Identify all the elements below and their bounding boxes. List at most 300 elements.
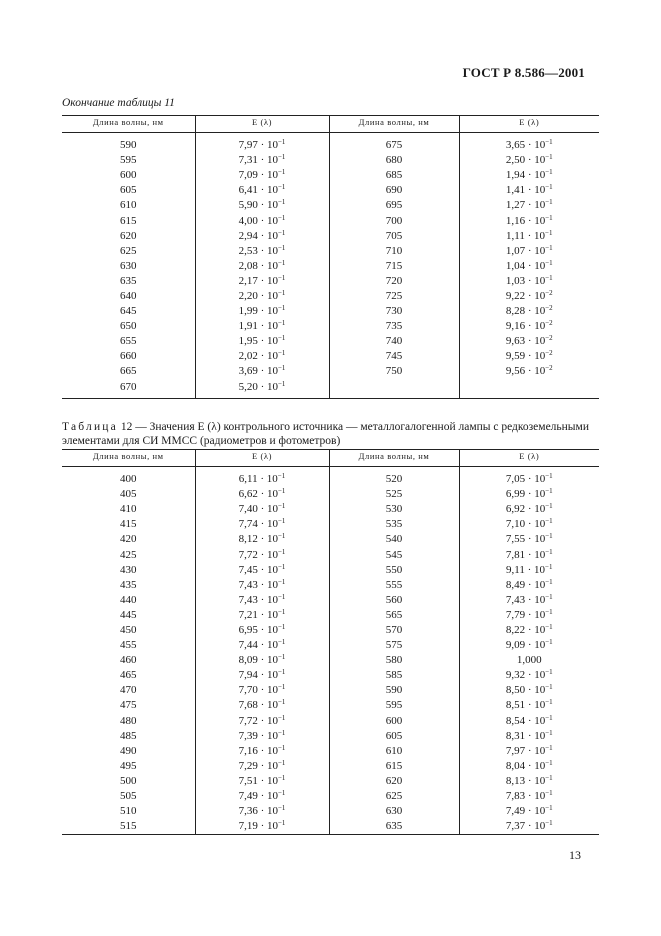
e-lambda-cell	[195, 714, 329, 729]
e-lambda-cell	[195, 349, 329, 364]
table-row	[62, 608, 599, 623]
wavelength-cell-value: 445	[120, 608, 137, 621]
e-lambda-cell	[459, 623, 599, 638]
table-row	[62, 467, 599, 488]
e-lambda-cell	[459, 229, 599, 244]
exponent: −1	[277, 517, 286, 526]
exponent: −1	[277, 472, 286, 481]
wavelength-cell-value: 735	[385, 320, 403, 333]
e-lambda-cell-value: 7,83 · 10	[505, 790, 546, 803]
e-lambda-cell-value: 9,16 · 10	[505, 320, 546, 333]
e-lambda-cell	[459, 364, 599, 379]
exponent: −1	[545, 743, 553, 752]
wavelength-cell	[62, 517, 195, 532]
column-header-e-lambda: E (λ)	[195, 116, 329, 133]
exponent: −1	[545, 698, 553, 707]
wavelength-cell-value: 730	[385, 305, 403, 318]
wavelength-cell	[329, 578, 459, 593]
exponent: −1	[277, 743, 286, 752]
table-row	[62, 502, 599, 517]
e-lambda-cell	[195, 668, 329, 683]
wavelength-cell	[329, 593, 459, 608]
e-lambda-cell-value: 2,17 · 10	[238, 274, 278, 287]
exponent: −1	[545, 607, 553, 616]
wavelength-cell-value: 480	[120, 714, 137, 727]
e-lambda-cell	[459, 653, 599, 668]
e-lambda-cell	[459, 698, 599, 713]
e-lambda-cell	[195, 467, 329, 488]
wavelength-cell-value: 530	[385, 503, 403, 516]
e-lambda-cell	[195, 364, 329, 379]
exponent: −1	[277, 502, 286, 511]
e-lambda-cell	[459, 819, 599, 835]
wavelength-cell	[329, 744, 459, 759]
wavelength-cell	[62, 578, 195, 593]
wavelength-cell-value: 750	[385, 365, 403, 378]
exponent: −1	[545, 153, 553, 162]
wavelength-cell-value: 630	[385, 805, 403, 818]
table-row	[62, 364, 599, 379]
table-row	[62, 487, 599, 502]
wavelength-cell	[62, 334, 195, 349]
wavelength-cell-value: 745	[385, 350, 403, 363]
wavelength-cell-value: 570	[385, 623, 403, 636]
e-lambda-cell-value: 7,10 · 10	[505, 518, 546, 531]
e-lambda-cell-value: 8,51 · 10	[505, 699, 546, 712]
wavelength-cell	[62, 467, 195, 488]
wavelength-cell-value: 615	[120, 214, 137, 227]
wavelength-cell-value: 635	[385, 820, 403, 833]
wavelength-cell-value: 630	[120, 259, 137, 272]
wavelength-cell	[62, 153, 195, 168]
e-lambda-cell-value: 9,09 · 10	[505, 639, 546, 652]
wavelength-cell	[62, 698, 195, 713]
page-number: 13	[569, 848, 581, 862]
e-lambda-cell-value: 6,99 · 10	[505, 488, 546, 501]
e-lambda-cell-value: 7,49 · 10	[505, 805, 546, 818]
wavelength-cell-value: 605	[385, 729, 403, 742]
table-row	[62, 289, 599, 304]
wavelength-cell	[329, 819, 459, 835]
e-lambda-cell	[459, 213, 599, 228]
exponent: −1	[545, 819, 553, 828]
e-lambda-cell-value: 7,21 · 10	[238, 608, 278, 621]
exponent: −1	[277, 379, 286, 388]
exponent: −1	[545, 728, 553, 737]
wavelength-cell-value: 440	[120, 593, 137, 606]
e-lambda-cell	[195, 683, 329, 698]
wavelength-cell-value: 740	[385, 335, 403, 348]
wavelength-cell	[329, 547, 459, 562]
column-header-wavelength: Длина волны, нм	[62, 116, 195, 133]
wavelength-cell	[62, 259, 195, 274]
e-lambda-cell-value: 9,32 · 10	[505, 669, 546, 682]
e-lambda-cell	[459, 578, 599, 593]
e-lambda-cell	[195, 729, 329, 744]
table-row	[62, 304, 599, 319]
wavelength-cell-value: 535	[385, 518, 403, 531]
wavelength-cell-value: 415	[120, 518, 137, 531]
wavelength-cell	[329, 774, 459, 789]
e-lambda-cell	[195, 244, 329, 259]
e-lambda-cell	[459, 638, 599, 653]
wavelength-cell	[62, 804, 195, 819]
wavelength-cell	[329, 213, 459, 228]
e-lambda-cell-value: 9,11 · 10	[506, 563, 546, 576]
e-lambda-cell	[459, 563, 599, 578]
wavelength-cell	[62, 532, 195, 547]
e-lambda-cell	[459, 547, 599, 562]
wavelength-cell	[62, 653, 195, 668]
e-lambda-cell-value: 1,95 · 10	[238, 335, 278, 348]
exponent: −2	[545, 349, 553, 358]
exponent: −1	[277, 592, 286, 601]
exponent: −1	[277, 607, 286, 616]
wavelength-cell-value: 485	[120, 729, 137, 742]
table-row	[62, 744, 599, 759]
exponent: −1	[545, 547, 553, 556]
wavelength-cell-value: 405	[120, 488, 137, 501]
table-row	[62, 698, 599, 713]
wavelength-cell-value: 540	[385, 533, 403, 546]
e-lambda-cell	[195, 608, 329, 623]
table-row	[62, 168, 599, 183]
wavelength-cell-value: 620	[385, 774, 403, 787]
exponent: −1	[545, 562, 553, 571]
wavelength-cell	[62, 547, 195, 562]
wavelength-cell	[329, 729, 459, 744]
e-lambda-cell	[195, 183, 329, 198]
e-lambda-cell	[459, 259, 599, 274]
e-lambda-cell	[459, 608, 599, 623]
table-header-row	[62, 116, 599, 133]
e-lambda-cell	[459, 467, 599, 488]
wavelength-cell-value: 400	[120, 473, 137, 486]
e-lambda-cell-value: 1,27 · 10	[505, 199, 546, 212]
exponent: −2	[545, 319, 553, 328]
e-lambda-cell-value: 3,69 · 10	[238, 365, 278, 378]
e-lambda-cell-value: 7,49 · 10	[238, 790, 278, 803]
e-lambda-cell-value: 8,50 · 10	[505, 684, 546, 697]
e-lambda-cell-value: 7,36 · 10	[238, 805, 278, 818]
exponent: −1	[277, 819, 286, 828]
wavelength-cell	[62, 213, 195, 228]
wavelength-cell	[62, 304, 195, 319]
e-lambda-cell	[195, 133, 329, 154]
wavelength-cell	[329, 133, 459, 154]
wavelength-cell-value: 695	[385, 199, 403, 212]
wavelength-cell	[62, 349, 195, 364]
wavelength-cell-value: 475	[120, 699, 137, 712]
e-lambda-cell-value: 7,43 · 10	[505, 593, 546, 606]
e-lambda-cell-value: 1,91 · 10	[238, 320, 278, 333]
table-row	[62, 653, 599, 668]
wavelength-cell-value: 560	[385, 593, 403, 606]
wavelength-cell	[62, 133, 195, 154]
exponent: −1	[545, 622, 553, 631]
e-lambda-cell-value: 7,72 · 10	[238, 548, 278, 561]
wavelength-cell-value: 465	[120, 669, 137, 682]
exponent: −2	[545, 364, 553, 373]
wavelength-cell	[62, 274, 195, 289]
exponent: −1	[277, 683, 286, 692]
wavelength-cell	[62, 244, 195, 259]
exponent: −1	[545, 758, 553, 767]
e-lambda-cell	[195, 638, 329, 653]
e-lambda-cell-value: 2,53 · 10	[238, 244, 278, 257]
wavelength-cell	[62, 623, 195, 638]
wavelength-cell	[62, 487, 195, 502]
e-lambda-cell	[195, 319, 329, 334]
e-lambda-cell-value: 1,03 · 10	[505, 274, 546, 287]
exponent: −1	[545, 258, 553, 267]
wavelength-cell-value: 420	[120, 533, 137, 546]
wavelength-cell-value: 725	[385, 289, 403, 302]
column-header-e-lambda: E (λ)	[459, 116, 599, 133]
table12-caption-label: Таблица	[62, 421, 118, 433]
table-row	[62, 213, 599, 228]
exponent: −1	[277, 789, 286, 798]
wavelength-cell	[62, 819, 195, 835]
e-lambda-cell-value: 2,50 · 10	[505, 154, 546, 167]
exponent: −1	[545, 532, 553, 541]
wavelength-cell-value: 625	[120, 244, 137, 257]
exponent: −1	[545, 243, 553, 252]
exponent: −1	[277, 668, 286, 677]
wavelength-cell	[329, 198, 459, 213]
wavelength-cell-value: 545	[385, 548, 403, 561]
e-lambda-cell-value: 2,94 · 10	[238, 229, 278, 242]
table-12	[62, 449, 599, 835]
e-lambda-cell-value: 7,51 · 10	[238, 774, 278, 787]
table-row	[62, 517, 599, 532]
table-11	[62, 115, 599, 399]
wavelength-cell-value: 450	[120, 623, 137, 636]
e-lambda-cell-value: 7,40 · 10	[238, 503, 278, 516]
wavelength-cell-value: 705	[385, 229, 403, 242]
wavelength-cell	[62, 380, 195, 399]
wavelength-cell	[329, 334, 459, 349]
exponent: −1	[277, 487, 286, 496]
exponent: −1	[277, 698, 286, 707]
e-lambda-cell	[195, 259, 329, 274]
e-lambda-cell	[459, 804, 599, 819]
wavelength-cell-value: 585	[385, 669, 403, 682]
e-lambda-cell	[459, 153, 599, 168]
wavelength-cell-value: 525	[385, 488, 403, 501]
e-lambda-cell-value: 6,95 · 10	[238, 623, 278, 636]
e-lambda-cell	[459, 198, 599, 213]
e-lambda-cell-value: 7,68 · 10	[238, 699, 278, 712]
wavelength-cell-value: 690	[385, 184, 403, 197]
wavelength-cell	[62, 714, 195, 729]
table-row	[62, 563, 599, 578]
e-lambda-cell	[195, 198, 329, 213]
wavelength-cell	[329, 714, 459, 729]
table-row	[62, 819, 599, 835]
e-lambda-cell	[459, 593, 599, 608]
e-lambda-cell-value: 7,94 · 10	[238, 669, 278, 682]
table-row	[62, 532, 599, 547]
wavelength-cell-value: 520	[385, 473, 403, 486]
wavelength-cell-value: 470	[120, 684, 137, 697]
wavelength-cell	[329, 668, 459, 683]
e-lambda-cell-value: 7,31 · 10	[238, 154, 278, 167]
wavelength-cell-value: 510	[120, 805, 137, 818]
e-lambda-cell	[195, 274, 329, 289]
wavelength-cell	[329, 289, 459, 304]
exponent: −1	[277, 153, 286, 162]
wavelength-cell	[62, 759, 195, 774]
wavelength-cell	[62, 183, 195, 198]
wavelength-cell-value: 670	[120, 380, 137, 393]
e-lambda-cell-value: 7,45 · 10	[238, 563, 278, 576]
wavelength-cell	[329, 563, 459, 578]
wavelength-cell-value: 615	[385, 759, 403, 772]
e-lambda-cell-value: 2,02 · 10	[238, 350, 278, 363]
table-header-row	[62, 450, 599, 467]
wavelength-cell-value: 575	[385, 639, 403, 652]
e-lambda-cell	[459, 487, 599, 502]
exponent: −1	[277, 334, 286, 343]
table-row	[62, 244, 599, 259]
wavelength-cell	[62, 563, 195, 578]
e-lambda-cell	[459, 668, 599, 683]
wavelength-cell-value: 590	[385, 684, 403, 697]
e-lambda-cell	[459, 334, 599, 349]
e-lambda-cell	[195, 213, 329, 228]
wavelength-cell-value: 620	[120, 229, 137, 242]
exponent: −1	[277, 562, 286, 571]
wavelength-cell	[62, 729, 195, 744]
wavelength-cell	[62, 668, 195, 683]
wavelength-cell	[329, 804, 459, 819]
exponent: −1	[277, 532, 286, 541]
wavelength-cell	[62, 364, 195, 379]
e-lambda-cell	[459, 289, 599, 304]
exponent: −1	[277, 228, 286, 237]
wavelength-cell-value: 505	[120, 790, 137, 803]
e-lambda-cell-value: 1,94 · 10	[505, 169, 546, 182]
exponent: −1	[277, 213, 286, 222]
e-lambda-cell-value: 7,29 · 10	[238, 759, 278, 772]
wavelength-cell	[329, 319, 459, 334]
e-lambda-cell-value: 7,81 · 10	[505, 548, 546, 561]
wavelength-cell	[329, 364, 459, 379]
e-lambda-cell-value: 9,56 · 10	[505, 365, 546, 378]
wavelength-cell-value: 645	[120, 305, 137, 318]
wavelength-cell	[62, 502, 195, 517]
e-lambda-cell-value: 8,13 · 10	[505, 774, 546, 787]
exponent: −1	[277, 319, 286, 328]
wavelength-cell	[329, 789, 459, 804]
e-lambda-cell-value: 6,11 · 10	[238, 473, 278, 486]
e-lambda-cell	[459, 244, 599, 259]
exponent: −1	[545, 138, 553, 147]
column-header-e-lambda: E (λ)	[195, 450, 329, 467]
e-lambda-cell	[195, 487, 329, 502]
e-lambda-cell-value: 7,79 · 10	[505, 608, 546, 621]
e-lambda-cell	[195, 698, 329, 713]
table12-caption-text: 12 — Значения E (λ) контрольного источника — металлогалогенной лампы с редкоземельными элементами для СИ ММСС (радиометров и фотометров)	[62, 421, 589, 447]
e-lambda-cell	[459, 759, 599, 774]
e-lambda-cell	[195, 578, 329, 593]
e-lambda-cell-value: 1,11 · 10	[506, 229, 546, 242]
e-lambda-cell-value: 6,62 · 10	[238, 488, 278, 501]
wavelength-cell-value: 555	[385, 578, 403, 591]
table-row	[62, 198, 599, 213]
e-lambda-cell	[195, 774, 329, 789]
wavelength-cell-value: 635	[120, 274, 137, 287]
table-row	[62, 319, 599, 334]
column-header-wavelength: Длина волны, нм	[62, 450, 195, 467]
table12-caption	[62, 420, 602, 448]
e-lambda-cell	[459, 744, 599, 759]
table-row	[62, 668, 599, 683]
exponent: −1	[545, 592, 553, 601]
wavelength-cell-value: 580	[385, 654, 403, 667]
wavelength-cell	[62, 608, 195, 623]
e-lambda-cell	[195, 517, 329, 532]
exponent: −1	[277, 622, 286, 631]
e-lambda-cell	[459, 183, 599, 198]
exponent: −1	[277, 183, 286, 192]
exponent: −1	[277, 577, 286, 586]
wavelength-cell	[329, 638, 459, 653]
column-header-wavelength: Длина волны, нм	[329, 450, 459, 467]
wavelength-cell-value: 700	[385, 214, 403, 227]
e-lambda-cell	[459, 532, 599, 547]
e-lambda-cell-value: 6,92 · 10	[505, 503, 546, 516]
exponent: −1	[277, 273, 286, 282]
table-row	[62, 349, 599, 364]
e-lambda-cell-value: 7,09 · 10	[238, 169, 278, 182]
wavelength-cell-value: 610	[120, 199, 137, 212]
e-lambda-cell-value: 3,65 · 10	[505, 139, 546, 152]
exponent: −1	[277, 728, 286, 737]
e-lambda-cell-value: 7,72 · 10	[238, 714, 278, 727]
table-row	[62, 729, 599, 744]
e-lambda-cell-value: 9,22 · 10	[505, 289, 546, 302]
wavelength-cell	[62, 638, 195, 653]
wavelength-cell-value: 675	[385, 139, 403, 152]
e-lambda-cell-value: 8,54 · 10	[505, 714, 546, 727]
e-lambda-cell-value: 7,44 · 10	[238, 639, 278, 652]
e-lambda-cell-value: 7,43 · 10	[238, 578, 278, 591]
wavelength-cell	[62, 774, 195, 789]
e-lambda-cell	[459, 133, 599, 154]
wavelength-cell-value: 550	[385, 563, 403, 576]
exponent: −1	[277, 258, 286, 267]
table-row	[62, 334, 599, 349]
column-header-e-lambda: E (λ)	[459, 450, 599, 467]
e-lambda-cell-value: 4,00 · 10	[238, 214, 278, 227]
e-lambda-cell-value: 9,63 · 10	[505, 335, 546, 348]
exponent: −1	[277, 547, 286, 556]
wavelength-cell	[329, 623, 459, 638]
wavelength-cell	[62, 319, 195, 334]
e-lambda-cell	[459, 729, 599, 744]
e-lambda-cell	[195, 563, 329, 578]
wavelength-cell-value: 515	[120, 820, 137, 833]
wavelength-cell-value: 685	[385, 169, 403, 182]
wavelength-cell-value: 490	[120, 744, 137, 757]
wavelength-cell-value: 430	[120, 563, 137, 576]
wavelength-cell-value: 650	[120, 320, 137, 333]
e-lambda-cell-value: 1,16 · 10	[505, 214, 546, 227]
table-row	[62, 153, 599, 168]
wavelength-cell-value: 435	[120, 578, 137, 591]
